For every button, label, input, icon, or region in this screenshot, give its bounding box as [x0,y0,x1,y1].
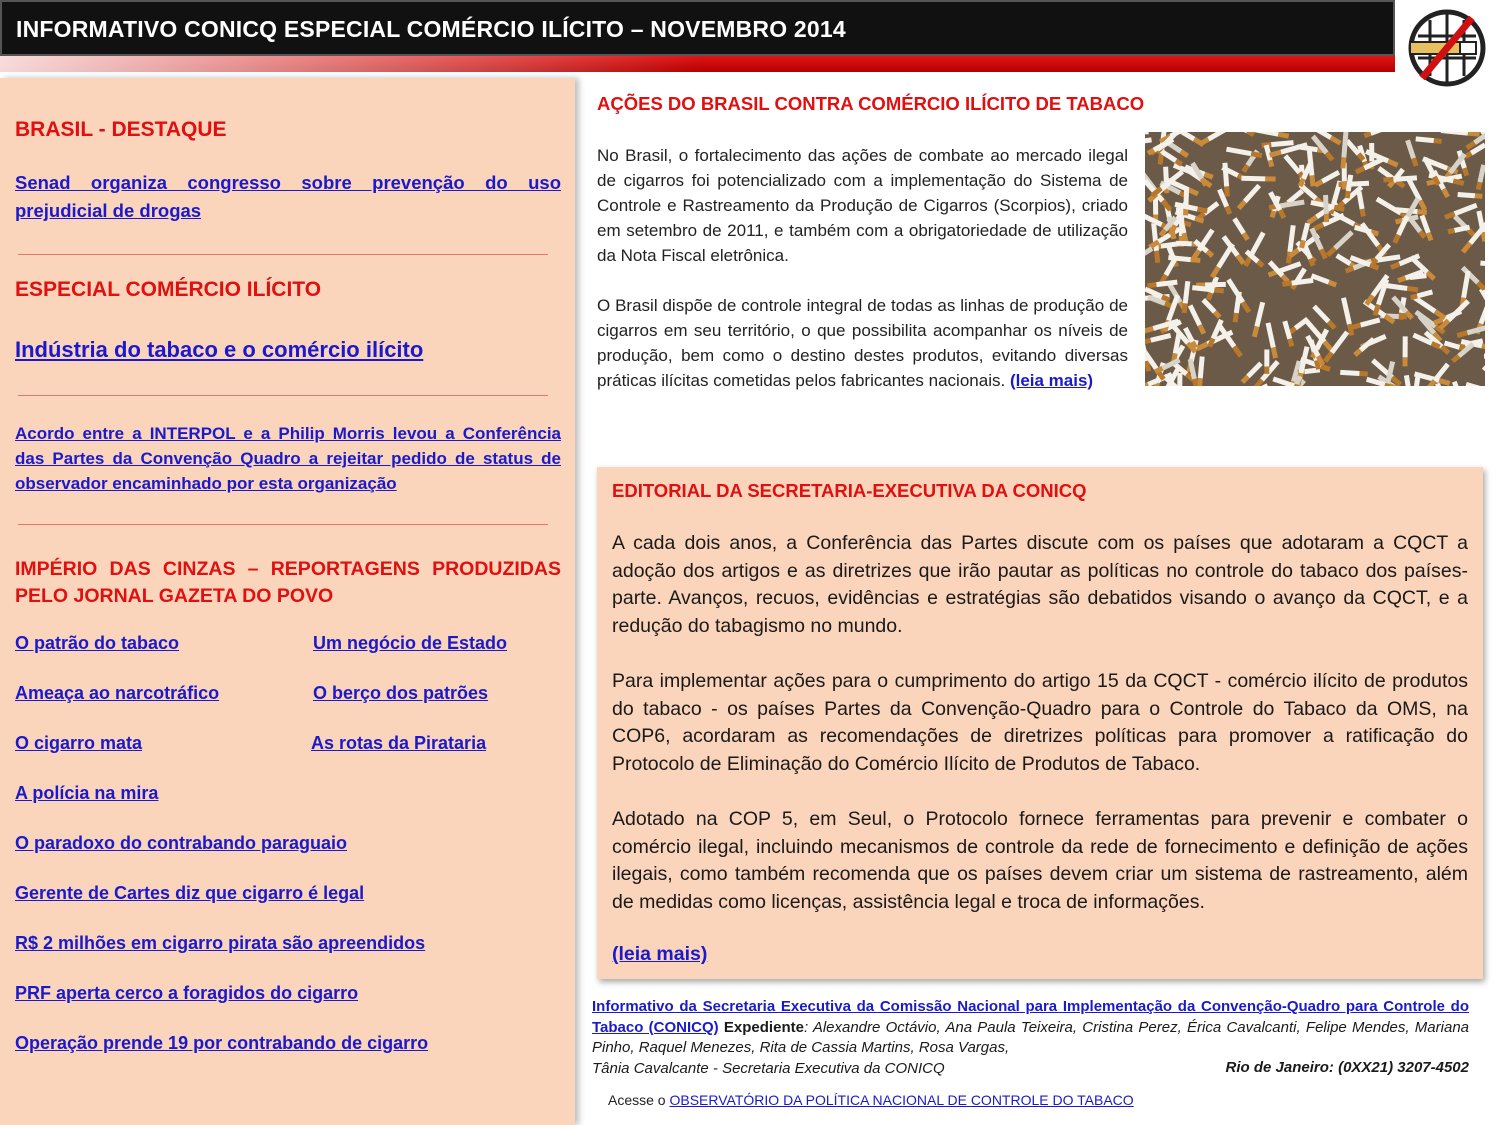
link-policia-na-mira[interactable]: A polícia na mira [15,783,159,803]
phone-number: Rio de Janeiro: (0XX21) 3207-4502 [1225,1059,1469,1076]
acoes-paragraph-2-text: O Brasil dispõe de controle integral de todas as linhas de produção de cigarros em seu território, o que possibilita acompanhar os níveis de produção, bem como o destino destes produtos, evitando diversas práticas ilícitas cometidas pelos fabricantes nacionais. [597,296,1128,390]
cigarettes-pile-photo-icon [1145,132,1485,386]
editorial-title: EDITORIAL DA SECRETARIA-EXECUTIVA DA CONICQ [612,480,1087,501]
divider [18,254,548,255]
header-red-band-fade [0,56,700,72]
link-patrao-do-tabaco[interactable]: O patrão do tabaco [15,633,180,653]
expediente-label: Expediente [723,1018,804,1036]
acordo-link-line2[interactable]: das Partes da Convenção Quadro a rejeitar pedido de status de [15,449,561,468]
destaque-heading: BRASIL - DESTAQUE [15,118,227,141]
link-gerente-cartes[interactable]: Gerente de Cartes diz que cigarro é legal [15,883,365,903]
secretaria-credit: Tânia Cavalcante - Secretaria Executiva da CONICQ [592,1059,945,1077]
editorial-read-more-link[interactable]: (leia mais) [612,943,708,965]
imperio-heading-line1: IMPÉRIO DAS CINZAS – REPORTAGENS PRODUZIDAS [15,558,561,580]
senad-link[interactable] [15,169,561,225]
link-operacao-prende[interactable]: Operação prende 19 por contrabando de cigarro [15,1033,429,1053]
especial-heading: ESPECIAL COMÉRCIO ILÍCITO [15,278,322,301]
senad-link-line2[interactable]: prejudicial de drogas [15,200,202,221]
acoes-title: AÇÕES DO BRASIL CONTRA COMÉRCIO ILÍCITO DE TABACO [597,93,1145,114]
newsletter-title: INFORMATIVO CONICQ ESPECIAL COMÉRCIO ILÍCITO – NOVEMBRO 2014 [16,16,846,42]
acoes-paragraph-1: No Brasil, o fortalecimento das ações de combate ao mercado ilegal de cigarros foi potencializado com a implementação do Sistema de Controle e Rastreamento da Produção de Cigarros (Scorpios), criado em setembro de 2011, e também com a obrigatoriedade de utilização da Nota Fiscal eletrônica. [597,146,1128,265]
acordo-link-line1[interactable]: Acordo entre a INTERPOL e a Philip Morris levou a Conferência [15,424,561,443]
link-rotas-pirataria[interactable]: As rotas da Pirataria [311,733,487,753]
industria-link[interactable]: Indústria do tabaco e o comércio ilícito [15,337,424,362]
senad-link-line1[interactable]: Senad organiza congresso sobre prevenção do uso [15,172,561,193]
link-prf-cerco[interactable]: PRF aperta cerco a foragidos do cigarro [15,983,359,1003]
observatorio-link[interactable]: OBSERVATÓRIO DA POLÍTICA NACIONAL DE CONTROLE DO TABACO [669,1092,1134,1108]
observatorio-line [608,1092,1134,1108]
header-bar [0,0,1395,56]
link-paradoxo-contrabando[interactable]: O paradoxo do contrabando paraguaio [15,833,348,853]
editorial-paragraph-2: Para implementar ações para o cumprimento do artigo 15 da CQCT - comércio ilícito de produtos do tabaco - os países Partes da Convenção-Quadro para o Controle do Tabaco da OMS, na COP6, acordaram as recomendações de diretrizes políticas para promover a ratificação do Protocolo de Eliminação do Comércio Ilícito de Produtos de Tabaco. [612,669,1468,775]
no-smoking-conicq-logo-icon [1402,6,1492,92]
link-ameaca-narcotrafico[interactable]: Ameaça ao narcotráfico [15,683,220,703]
link-cigarro-mata[interactable]: O cigarro mata [15,733,143,753]
acoes-body [597,143,1128,393]
editorial-paragraph-1: A cada dois anos, a Conferência das Partes discute com os países que adotaram a CQCT a adoção dos artigos e as diretrizes que irão pautar as políticas no controle do tabaco dos países-parte. Avanços, recuos, evidências e estratégias são debatidos visando o avanço da CQCT, e a redução do tabagismo no mundo. [612,532,1468,637]
divider [18,524,548,525]
link-berco-dos-patroes[interactable]: O berço dos patrões [313,683,489,703]
editorial-paragraph-3: Adotado na COP 5, em Seul, o Protocolo fornece ferramentas para prevenir e combater o comércio ilegal, incluindo mecanismos de controle da rede de fornecimento e definição de ações ilegais, como também recomenda que os países devem criar um sistema de rastreamento, além de medidas como licenças, assistência legal e troca de informações. [612,807,1468,913]
link-negocio-de-estado[interactable]: Um negócio de Estado [313,633,508,653]
acordo-link[interactable] [15,421,561,496]
acesse-prefix: Acesse o [608,1092,670,1108]
imperio-heading [15,556,561,610]
acordo-link-line3[interactable]: observador encaminhado por esta organização [15,474,397,493]
divider [18,395,548,396]
link-milhoes-apreendidos[interactable]: R$ 2 milhões em cigarro pirata são apreendidos [15,933,426,953]
expediente-names: : Alexandre Octávio, Ana Paula Teixeira, Cristina Perez, Érica Cavalcanti, Felipe Mendes, Mariana Pinho, Raquel Menezes, Rita de Cassia Martins, Rosa Vargas, [592,1018,1469,1056]
footer-credits [592,997,1469,1079]
editorial-body [612,530,1468,944]
editorial-box [597,467,1483,979]
imperio-heading-line2: PELO JORNAL GAZETA DO POVO [15,585,334,607]
acoes-read-more-link[interactable]: (leia mais) [1009,371,1094,390]
acoes-paragraph-2 [597,293,1128,393]
informativo-link[interactable]: Informativo da Secretaria Executiva da Comissão Nacional para Implementação da Convenção-Quadro para Controle do Tabaco (CONICQ) [592,998,1469,1036]
